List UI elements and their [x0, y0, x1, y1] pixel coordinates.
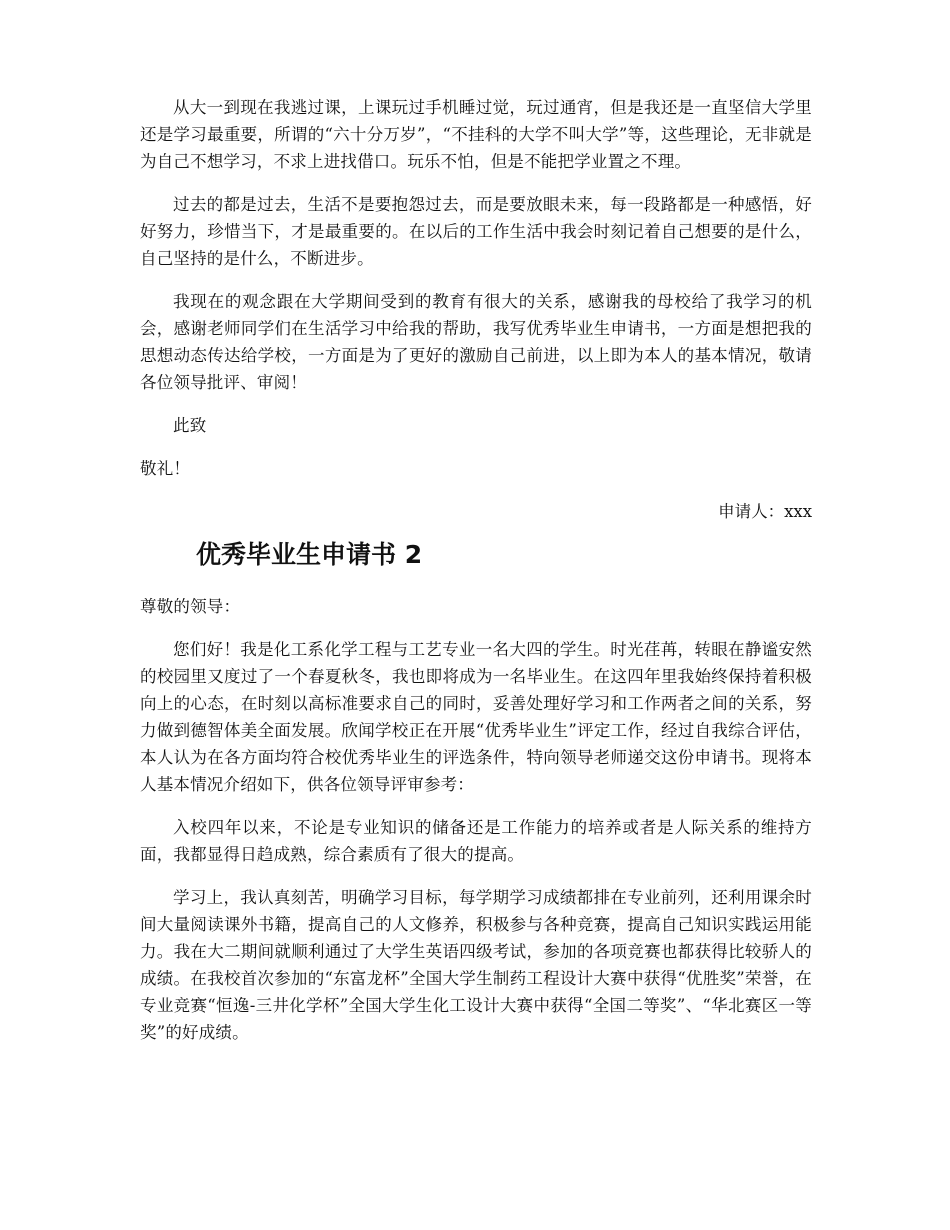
- closing-salute: 敬礼！: [140, 459, 191, 478]
- body-paragraph: 从大一到现在我逃过课，上课玩过手机睡过觉，玩过通宵，但是我还是一直坚信大学里还是学习最重要，所谓的“六十分万岁”，“不挂科的大学不叫大学”等，这些理论，无非就是为自己不想学习，不求上进找借口。玩乐不怕，但是不能把学业置之不理。: [140, 98, 812, 171]
- salutation: 尊敬的领导：: [140, 597, 241, 616]
- document-page: [140, 94, 812, 1062]
- section-title: 优秀毕业生申请书 2: [196, 540, 423, 569]
- body-paragraph: 您们好！我是化工系化学工程与工艺专业一名大四的学生。时光荏苒，转眼在静谧安然的校园里又度过了一个春夏秋冬，我也即将成为一名毕业生。在这四年里我始终保持着积极向上的心态，在时刻以高标准要求自己的同时，妥善处理好学习和工作两者之间的关系，努力做到德智体美全面发展。欣闻学校正在开展“优秀毕业生”评定工作，经过自我综合评估，本人认为在各方面均符合校优秀毕业生的评选条件，特向领导老师递交这份申请书。现将本人基本情况介绍如下，供各位领导评审参考：: [140, 640, 812, 794]
- body-paragraph: 过去的都是过去，生活不是要抱怨过去，而是要放眼未来，每一段路都是一种感悟，好好努力，珍惜当下，才是最重要的。在以后的工作生活中我会时刻记着自己想要的是什么，自己坚持的是什么，不断进步。: [140, 195, 812, 268]
- closing-line: 此致: [173, 416, 207, 435]
- body-paragraph: 学习上，我认真刻苦，明确学习目标，每学期学习成绩都排在专业前列，还利用课余时间大量阅读课外书籍，提高自己的人文修养，积极参与各种竞赛，提高自己知识实践运用能力。我在大二期间就顺利通过了大学生英语四级考试，参加的各项竞赛也都获得比较骄人的成绩。在我校首次参加的“东富龙杯”全国大学生制药工程设计大赛中获得“优胜奖”荣誉，在专业竞赛“恒逸-三井化学杯”全国大学生化工设计大赛中获得“全国二等奖”、“华北赛区一等奖”的好成绩。: [140, 888, 812, 1042]
- body-paragraph: 我现在的观念跟在大学期间受到的教育有很大的关系，感谢我的母校给了我学习的机会，感谢老师同学们在生活学习中给我的帮助，我写优秀毕业生申请书，一方面是想把我的思想动态传达给学校，一方面是为了更好的激励自己前进，以上即为本人的基本情况，敬请各位领导批评、审阅！: [140, 292, 812, 392]
- applicant-signature: 申请人：xxx: [718, 502, 812, 521]
- body-paragraph: 入校四年以来，不论是专业知识的储备还是工作能力的培养或者是人际关系的维持方面，我都显得日趋成熟，综合素质有了很大的提高。: [140, 818, 812, 864]
